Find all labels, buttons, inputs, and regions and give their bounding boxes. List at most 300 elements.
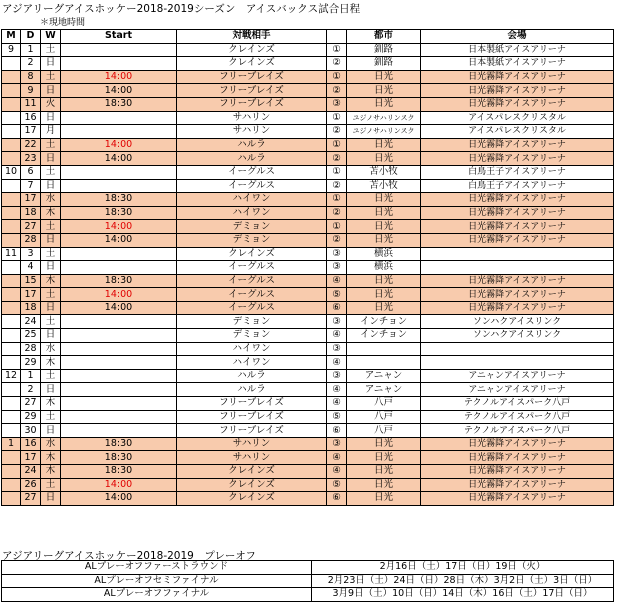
city-cell: 八戸 [347,410,421,424]
venue-cell: アイスパレスクリスタル [421,111,614,125]
opponent-cell: フリーブレイズ [177,424,327,438]
weekday-cell: 土 [41,247,61,261]
city-cell: 日光 [347,233,421,247]
venue-cell: 日光霧降アイスアリーナ [421,301,614,315]
venue-cell: テクノルアイスパーク八戸 [421,424,614,438]
start-time-cell: 14:00 [61,301,177,315]
day-cell: 1 [21,369,41,383]
venue-cell: テクノルアイスパーク八戸 [421,410,614,424]
game-number-cell: ⑥ [327,492,347,506]
schedule-table [1,29,614,506]
city-cell: 日光 [347,220,421,234]
month-cell [2,424,21,438]
start-time-cell [61,369,177,383]
day-cell: 17 [21,193,41,207]
weekday-cell: 水 [41,193,61,207]
opponent-cell: イーグルス [177,301,327,315]
table-row [2,138,614,152]
opponent-cell: クレインズ [177,492,327,506]
weekday-cell: 土 [41,43,61,57]
month-cell [2,138,21,152]
opponent-cell: イーグルス [177,274,327,288]
month-cell [2,397,21,411]
start-time-cell: 14:00 [61,70,177,84]
game-number-cell: ④ [327,451,347,465]
start-time-cell [61,356,177,370]
city-cell: 日光 [347,437,421,451]
month-cell [2,465,21,479]
venue-cell: 白鳥王子アイスアリーナ [421,165,614,179]
start-time-cell: 14:00 [61,138,177,152]
city-cell: 横浜 [347,261,421,275]
venue-cell: アニャンアイスアリーナ [421,383,614,397]
opponent-cell: フリーブレイズ [177,410,327,424]
city-cell: 日光 [347,465,421,479]
game-number-cell: ② [327,125,347,139]
opponent-cell: クレインズ [177,57,327,71]
day-cell: 16 [21,111,41,125]
table-row [2,315,614,329]
weekday-cell: 木 [41,274,61,288]
playoff-row [2,574,614,588]
month-cell [2,383,21,397]
month-cell [2,451,21,465]
table-row [2,451,614,465]
table-row [2,193,614,207]
venue-cell: 日光霧降アイスアリーナ [421,138,614,152]
start-time-cell [61,165,177,179]
month-cell: 11 [2,247,21,261]
weekday-cell: 土 [41,478,61,492]
day-cell: 28 [21,233,41,247]
weekday-cell: 日 [41,152,61,166]
opponent-cell: ハルラ [177,152,327,166]
opponent-cell: ハイワン [177,206,327,220]
month-cell [2,233,21,247]
game-number-cell: ③ [327,315,347,329]
game-number-cell: ⑤ [327,288,347,302]
game-number-cell: ④ [327,274,347,288]
game-number-cell: ① [327,70,347,84]
playoff-dates-cell: 2月23日（土）24日（日）28日（木）3月2日（土）3日（日） [312,574,614,588]
month-cell: 12 [2,369,21,383]
city-cell: インチョン [347,329,421,343]
header-game-number [327,30,347,44]
start-time-cell: 14:00 [61,84,177,98]
game-number-cell: ③ [327,247,347,261]
table-row [2,261,614,275]
weekday-cell: 木 [41,451,61,465]
opponent-cell: デミョン [177,220,327,234]
day-cell: 22 [21,138,41,152]
city-cell: 日光 [347,288,421,302]
opponent-cell: クレインズ [177,478,327,492]
schedule-header-row [2,30,614,44]
start-time-cell: 14:00 [61,233,177,247]
venue-cell: 日光霧降アイスアリーナ [421,478,614,492]
table-row [2,43,614,57]
weekday-cell: 木 [41,465,61,479]
game-number-cell: ④ [327,356,347,370]
city-cell: 日光 [347,70,421,84]
opponent-cell: クレインズ [177,247,327,261]
month-cell [2,97,21,111]
game-number-cell: ④ [327,329,347,343]
month-cell [2,179,21,193]
game-number-cell: ② [327,233,347,247]
month-cell [2,57,21,71]
city-cell: 八戸 [347,397,421,411]
start-time-cell: 18:30 [61,274,177,288]
venue-cell: テクノルアイスパーク八戸 [421,397,614,411]
weekday-cell: 土 [41,165,61,179]
start-time-cell [61,125,177,139]
venue-cell: 日光霧降アイスアリーナ [421,451,614,465]
table-row [2,329,614,343]
day-cell: 4 [21,261,41,275]
month-cell [2,492,21,506]
page-title: アジアリーグアイスホッケー2018-2019シーズン アイスバックス試合日程 [2,3,361,15]
day-cell: 1 [21,43,41,57]
city-cell: 日光 [347,301,421,315]
weekday-cell: 日 [41,383,61,397]
weekday-cell: 日 [41,111,61,125]
table-row [2,152,614,166]
month-cell [2,261,21,275]
weekday-cell: 土 [41,70,61,84]
table-row [2,342,614,356]
opponent-cell: フリーブレイズ [177,70,327,84]
venue-cell: 日光霧降アイスアリーナ [421,206,614,220]
playoff-dates-cell: 2月16日（土）17日（日）19日（火） [312,561,614,575]
day-cell: 17 [21,288,41,302]
table-row [2,465,614,479]
day-cell: 7 [21,179,41,193]
game-number-cell: ③ [327,437,347,451]
city-cell: アニャン [347,383,421,397]
opponent-cell: サハリン [177,451,327,465]
weekday-cell: 水 [41,437,61,451]
month-cell: 10 [2,165,21,179]
table-row [2,492,614,506]
city-cell [347,356,421,370]
game-number-cell: ⑥ [327,424,347,438]
game-number-cell: ② [327,206,347,220]
opponent-cell: クレインズ [177,465,327,479]
table-row [2,437,614,451]
start-time-cell: 18:30 [61,206,177,220]
table-row [2,125,614,139]
start-time-cell [61,410,177,424]
month-cell [2,478,21,492]
weekday-cell: 土 [41,315,61,329]
game-number-cell: ② [327,179,347,193]
opponent-cell: デミョン [177,329,327,343]
day-cell: 29 [21,356,41,370]
table-row [2,301,614,315]
city-cell: アニャン [347,369,421,383]
city-cell: 八戸 [347,424,421,438]
city-cell: ユジノサハリンスク [347,111,421,125]
playoff-round-cell: ALプレーオフファイナル [2,588,312,602]
day-cell: 16 [21,437,41,451]
start-time-cell: 14:00 [61,492,177,506]
start-time-cell [61,111,177,125]
table-row [2,397,614,411]
opponent-cell: デミョン [177,315,327,329]
month-cell [2,152,21,166]
day-cell: 27 [21,220,41,234]
opponent-cell: サハリン [177,111,327,125]
table-row [2,57,614,71]
start-time-cell [61,342,177,356]
venue-cell: アイスパレスクリスタル [421,125,614,139]
city-cell: 日光 [347,97,421,111]
start-time-cell [61,424,177,438]
venue-cell [421,247,614,261]
city-cell [347,342,421,356]
venue-cell: 日光霧降アイスアリーナ [421,193,614,207]
city-cell: ユジノサハリンスク [347,125,421,139]
city-cell: 日光 [347,206,421,220]
opponent-cell: フリーブレイズ [177,84,327,98]
start-time-cell [61,329,177,343]
header-day: D [21,30,41,44]
city-cell: 日光 [347,193,421,207]
playoff-round-cell: ALプレーオフセミファイナル [2,574,312,588]
opponent-cell: デミョン [177,233,327,247]
game-number-cell: ① [327,220,347,234]
month-cell [2,315,21,329]
month-cell [2,84,21,98]
table-row [2,383,614,397]
month-cell [2,410,21,424]
city-cell: 日光 [347,138,421,152]
venue-cell: 日光霧降アイスアリーナ [421,152,614,166]
opponent-cell: ハイワン [177,193,327,207]
month-cell [2,220,21,234]
month-cell: 9 [2,43,21,57]
game-number-cell: ③ [327,342,347,356]
opponent-cell: サハリン [177,437,327,451]
weekday-cell: 木 [41,356,61,370]
opponent-cell: イーグルス [177,288,327,302]
weekday-cell: 水 [41,342,61,356]
table-row [2,478,614,492]
venue-cell: 日光霧降アイスアリーナ [421,465,614,479]
table-row [2,206,614,220]
opponent-cell: イーグルス [177,179,327,193]
weekday-cell: 日 [41,57,61,71]
venue-cell: アニャンアイスアリーナ [421,369,614,383]
game-number-cell: ③ [327,97,347,111]
start-time-cell: 18:30 [61,97,177,111]
venue-cell: 日光霧降アイスアリーナ [421,84,614,98]
day-cell: 18 [21,206,41,220]
game-number-cell: ③ [327,369,347,383]
venue-cell [421,342,614,356]
start-time-cell: 14:00 [61,478,177,492]
weekday-cell: 土 [41,138,61,152]
venue-cell: 日光霧降アイスアリーナ [421,97,614,111]
city-cell: 日光 [347,492,421,506]
month-cell [2,193,21,207]
city-cell: 釧路 [347,57,421,71]
city-cell: 日光 [347,84,421,98]
day-cell: 17 [21,451,41,465]
start-time-cell: 14:00 [61,288,177,302]
opponent-cell: ハルラ [177,369,327,383]
table-row [2,165,614,179]
header-start: Start [61,30,177,44]
opponent-cell: ハルラ [177,383,327,397]
opponent-cell: イーグルス [177,261,327,275]
venue-cell: 白鳥王子アイスアリーナ [421,179,614,193]
city-cell: 日光 [347,274,421,288]
day-cell: 28 [21,342,41,356]
day-cell: 2 [21,383,41,397]
month-cell [2,111,21,125]
start-time-cell [61,383,177,397]
game-number-cell: ⑤ [327,410,347,424]
weekday-cell: 日 [41,84,61,98]
day-cell: 3 [21,247,41,261]
city-cell: 日光 [347,478,421,492]
city-cell: 横浜 [347,247,421,261]
day-cell: 30 [21,424,41,438]
start-time-cell: 14:00 [61,220,177,234]
opponent-cell: フリーブレイズ [177,397,327,411]
month-cell [2,356,21,370]
opponent-cell: クレインズ [177,43,327,57]
venue-cell: 日本製紙アイスアリーナ [421,57,614,71]
weekday-cell: 火 [41,97,61,111]
table-row [2,84,614,98]
day-cell: 27 [21,397,41,411]
weekday-cell: 日 [41,261,61,275]
table-row [2,179,614,193]
weekday-cell: 木 [41,206,61,220]
start-time-cell [61,315,177,329]
day-cell: 11 [21,97,41,111]
table-row [2,111,614,125]
venue-cell: 日光霧降アイスアリーナ [421,220,614,234]
game-number-cell: ③ [327,261,347,275]
game-number-cell: ⑤ [327,478,347,492]
header-venue: 会場 [421,30,614,44]
day-cell: 8 [21,70,41,84]
game-number-cell: ④ [327,397,347,411]
start-time-cell [61,397,177,411]
table-row [2,247,614,261]
header-city: 都市 [347,30,421,44]
month-cell [2,206,21,220]
month-cell [2,70,21,84]
city-cell: 苫小牧 [347,165,421,179]
city-cell: 釧路 [347,43,421,57]
table-row [2,70,614,84]
game-number-cell: ① [327,193,347,207]
weekday-cell: 土 [41,369,61,383]
month-cell [2,288,21,302]
opponent-cell: ハイワン [177,342,327,356]
weekday-cell: 日 [41,233,61,247]
game-number-cell: ① [327,111,347,125]
playoff-title: アジアリーグアイスホッケー2018-2019 プレーオフ [2,550,256,562]
game-number-cell: ④ [327,465,347,479]
game-number-cell: ④ [327,383,347,397]
venue-cell: 日光霧降アイスアリーナ [421,233,614,247]
table-row [2,369,614,383]
weekday-cell: 月 [41,125,61,139]
month-cell: 1 [2,437,21,451]
weekday-cell: 土 [41,410,61,424]
local-time-note: ＊現地時間 [40,18,86,28]
venue-cell: 日光霧降アイスアリーナ [421,70,614,84]
day-cell: 24 [21,465,41,479]
day-cell: 24 [21,315,41,329]
month-cell [2,274,21,288]
city-cell: 日光 [347,152,421,166]
table-row [2,274,614,288]
game-number-cell: ② [327,84,347,98]
table-row [2,220,614,234]
month-cell [2,329,21,343]
schedule-body [2,43,614,505]
game-number-cell: ⑥ [327,301,347,315]
venue-cell: ソンハクアイスリンク [421,315,614,329]
venue-cell: 日本製紙アイスアリーナ [421,43,614,57]
start-time-cell: 18:30 [61,193,177,207]
table-row [2,233,614,247]
day-cell: 2 [21,57,41,71]
playoff-row [2,561,614,575]
playoff-row [2,588,614,602]
start-time-cell [61,43,177,57]
opponent-cell: ハイワン [177,356,327,370]
start-time-cell [61,179,177,193]
game-number-cell: ② [327,57,347,71]
table-row [2,356,614,370]
start-time-cell: 14:00 [61,152,177,166]
weekday-cell: 土 [41,220,61,234]
venue-cell: 日光霧降アイスアリーナ [421,437,614,451]
header-opponent: 対戦相手 [177,30,327,44]
game-number-cell: ② [327,152,347,166]
weekday-cell: 日 [41,301,61,315]
start-time-cell: 18:30 [61,437,177,451]
table-row [2,288,614,302]
opponent-cell: フリーブレイズ [177,97,327,111]
city-cell: インチョン [347,315,421,329]
weekday-cell: 日 [41,179,61,193]
city-cell: 日光 [347,451,421,465]
table-row [2,424,614,438]
playoff-dates-cell: 3月9日（土）10日（日）14日（木）16日（土）17日（日） [312,588,614,602]
weekday-cell: 日 [41,424,61,438]
playoff-round-cell: ALプレーオフファーストラウンド [2,561,312,575]
weekday-cell: 日 [41,329,61,343]
weekday-cell: 木 [41,397,61,411]
day-cell: 25 [21,329,41,343]
city-cell: 苫小牧 [347,179,421,193]
start-time-cell [61,261,177,275]
start-time-cell: 18:30 [61,451,177,465]
weekday-cell: 日 [41,492,61,506]
venue-cell: ソンハクアイスリンク [421,329,614,343]
day-cell: 15 [21,274,41,288]
start-time-cell [61,57,177,71]
